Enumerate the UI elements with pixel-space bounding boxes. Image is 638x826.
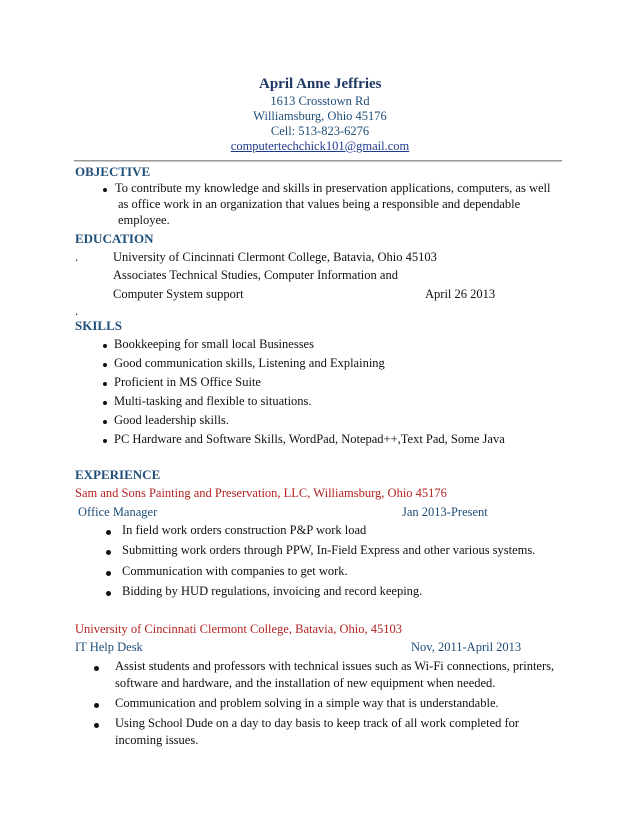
- bullet-icon: [106, 530, 111, 535]
- education-degree-line-2: Computer System support: [113, 287, 244, 301]
- phone-number: Cell: 513-823-6276: [270, 124, 370, 138]
- bullet-icon: [94, 703, 99, 708]
- skills-heading: SKILLS: [75, 318, 122, 333]
- job-1-bullet: Submitting work orders through PPW, In-Field Express and other various systems.: [122, 543, 536, 557]
- job-2-bullet: Communication and problem solving in a simple way that is understandable.: [115, 696, 499, 710]
- skill-item: Bookkeeping for small local Businesses: [114, 337, 314, 351]
- bullet-icon: [103, 188, 107, 192]
- job-2-bullet: Using School Dude on a day to day basis to keep track of all work completed for: [115, 716, 520, 730]
- skill-item: Multi-tasking and flexible to situations.: [114, 394, 312, 408]
- job-2-bullet-continued: incoming issues.: [115, 733, 199, 747]
- job-2-bullet: Assist students and professors with technical issues such as Wi-Fi connections, printers,: [115, 659, 555, 673]
- job-1-bullet: In field work orders construction P&P work load: [122, 523, 367, 537]
- objective-heading: OBJECTIVE: [75, 164, 151, 179]
- education-degree-line-1: Associates Technical Studies, Computer Information and: [113, 268, 398, 282]
- employer-2: University of Cincinnati Clermont College, Batavia, Ohio, 45103: [75, 622, 403, 636]
- job-1-bullet: Bidding by HUD regulations, invoicing and record keeping.: [122, 584, 423, 598]
- skill-item: PC Hardware and Software Skills, WordPad, Notepad++,Text Pad, Some Java: [114, 432, 505, 446]
- address-line-1: 1613 Crosstown Rd: [270, 94, 370, 108]
- education-marker-2: .: [75, 304, 79, 318]
- bullet-icon: [103, 401, 107, 405]
- bullet-icon: [103, 439, 107, 443]
- bullet-icon: [106, 571, 111, 576]
- job-title-2: IT Help Desk: [75, 640, 143, 654]
- job-title-1: Office Manager: [78, 505, 158, 519]
- candidate-name: April Anne Jeffries: [259, 76, 382, 92]
- skill-item: Good leadership skills.: [114, 413, 229, 427]
- education-school: University of Cincinnati Clermont College, Batavia, Ohio 45103: [113, 250, 437, 264]
- education-heading: EDUCATION: [75, 231, 154, 246]
- bullet-icon: [103, 363, 107, 367]
- objective-line-3: employee.: [118, 213, 170, 227]
- bullet-icon: [103, 420, 107, 424]
- experience-heading: EXPERIENCE: [75, 467, 161, 482]
- job-dates-1: Jan 2013-Present: [402, 505, 488, 519]
- skill-item: Proficient in MS Office Suite: [114, 375, 261, 389]
- education-date: April 26 2013: [425, 287, 496, 301]
- job-1-bullet: Communication with companies to get work.: [122, 564, 348, 578]
- bullet-icon: [94, 723, 99, 728]
- bullet-icon: [103, 344, 107, 348]
- education-marker: .: [75, 250, 79, 264]
- objective-line-1: To contribute my knowledge and skills in preservation applications, computers, as well: [115, 181, 551, 195]
- bullet-icon: [103, 382, 107, 386]
- header-divider: [74, 160, 562, 162]
- address-line-2: Williamsburg, Ohio 45176: [253, 109, 387, 123]
- skill-item: Good communication skills, Listening and Explaining: [114, 356, 385, 370]
- bullet-icon: [106, 591, 111, 596]
- job-dates-2: Nov, 2011-April 2013: [411, 640, 522, 654]
- job-2-bullet-continued: software and hardware, and the installation of new equipment when needed.: [115, 676, 496, 690]
- bullet-icon: [106, 550, 111, 555]
- bullet-icon: [94, 666, 99, 671]
- employer-1: Sam and Sons Painting and Preservation, LLC, Williamsburg, Ohio 45176: [75, 486, 447, 500]
- objective-line-2: as office work in an organization that values being a responsible and dependable: [118, 197, 521, 211]
- email-link[interactable]: computertechchick101@gmail.com: [230, 139, 410, 153]
